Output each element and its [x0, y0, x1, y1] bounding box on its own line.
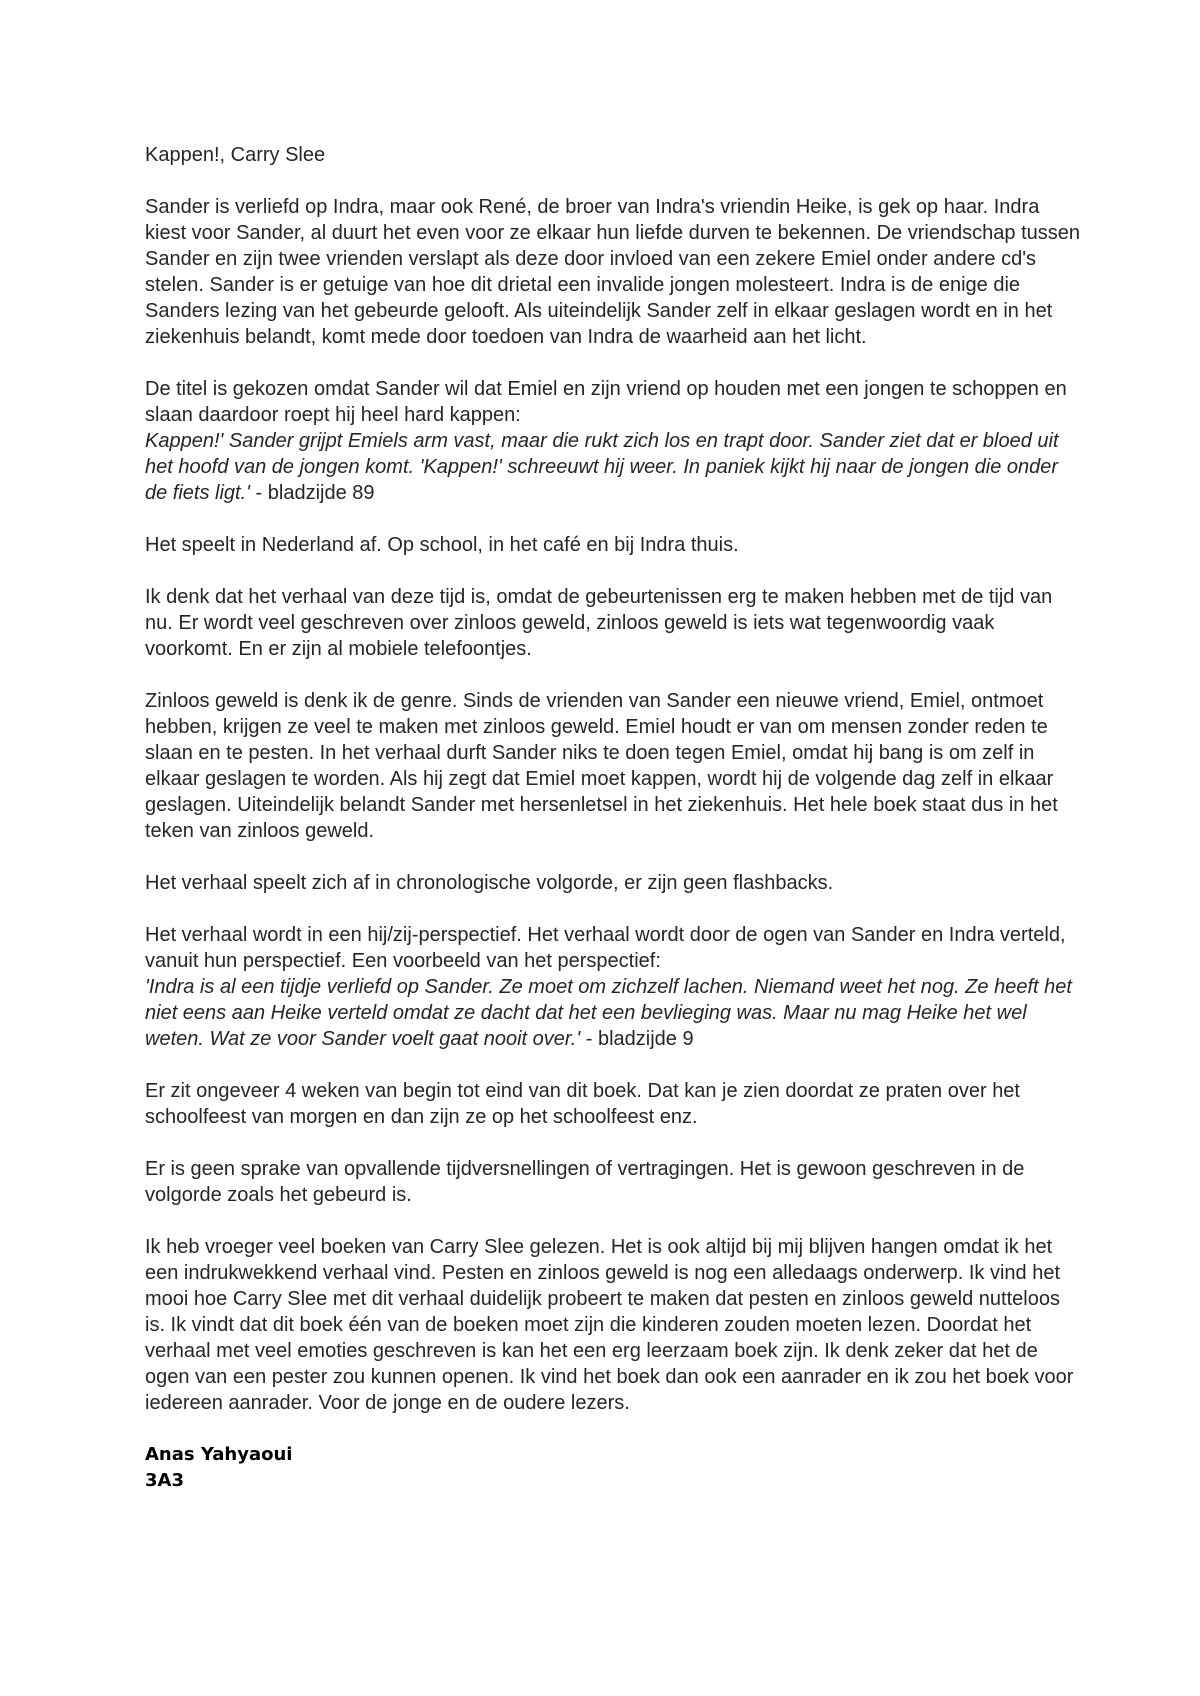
author-name: Anas Yahyaoui: [145, 1444, 293, 1465]
paragraph-chronology: Het verhaal speelt zich af in chronologische volgorde, er zijn geen flashbacks.: [145, 872, 834, 894]
quote-page-9: 'Indra is al een tijdje verliefd op Sander. Ze moet om zichzelf lachen. Niemand weet het nog. Ze heeft het niet eens aan Heike verteld omdat ze dacht dat het een bevlieging was. Maar nu mag Heike het wel weten. Wat ze voor Sander voelt gaat nooit over.': [145, 976, 1072, 1050]
paragraph-opinion: Ik heb vroeger veel boeken van Carry Slee gelezen. Het is ook altijd bij mij blijven hangen omdat ik het een indrukwekkend verhaal vind. Pesten en zinloos geweld is nog een alledaags onderwerp. Ik vind het mooi hoe Carry Slee met dit verhaal duidelijk probeert te maken dat pesten en zinloos geweld nutteloos is. Ik vindt dat dit boek één van de boeken moet zijn die kinderen zouden moeten lezen. Doordat het verhaal met veel emoties geschreven is kan het een erg leerzaam boek zijn. Ik denk zeker dat het de ogen van een pester zou kunnen openen. Ik vind het boek dan ook een aanrader en ik zou het boek voor iedereen aanrader. Voor de jonge en de oudere lezers.: [145, 1236, 1074, 1414]
paragraph-time-period: Ik denk dat het verhaal van deze tijd is, omdat de gebeurtenissen erg te maken hebben met de tijd van nu. Er wordt veel geschreven over zinloos geweld, zinloos geweld is iets wat tegenwoordig vaak voorkomt. En er zijn al mobiele telefoontjes.: [145, 586, 1053, 660]
paragraph-title-explanation-text: De titel is gekozen omdat Sander wil dat Emiel en zijn vriend op houden met een jongen te schoppen en slaan daardoor roept hij heel hard kappen:: [145, 378, 1067, 426]
paragraph-duration: Er zit ongeveer 4 weken van begin tot eind van dit boek. Dat kan je zien doordat ze praten over het schoolfeest van morgen en dan zijn ze op het schoolfeest enz.: [145, 1080, 1020, 1128]
paragraph-setting: Het speelt in Nederland af. Op school, in het café en bij Indra thuis.: [145, 534, 739, 556]
paragraph-summary: Sander is verliefd op Indra, maar ook René, de broer van Indra's vriendin Heike, is gek op haar. Indra kiest voor Sander, al duurt het even voor ze elkaar hun liefde durven te bekennen. De vriendschap tussen Sander en zijn twee vrienden verslapt als deze door invloed van een zekere Emiel onder andere cd's stelen. Sander is er getuige van hoe dit drietal een invalide jongen molesteert. Indra is de enige die Sanders lezing van het gebeurde gelooft. Als uiteindelijk Sander zelf in elkaar geslagen wordt en in het ziekenhuis belandt, komt mede door toedoen van Indra de waarheid aan het licht.: [145, 196, 1081, 348]
document-page: [145, 142, 1085, 1494]
quote-page-89: Kappen!' Sander grijpt Emiels arm vast, maar die rukt zich los en trapt door. Sander ziet dat er bloed uit het hoofd van de jongen komt. 'Kappen!' schreeuwt hij weer. In paniek kijkt hij naar de jongen die onder de fiets ligt.': [145, 430, 1059, 504]
paragraph-tempo: Er is geen sprake van opvallende tijdversnellingen of vertragingen. Het is gewoon geschreven in de volgorde zoals het gebeurd is.: [145, 1158, 1025, 1206]
paragraph-perspective-text: Het verhaal wordt in een hij/zij-perspectief. Het verhaal wordt door de ogen van Sander en Indra verteld, vanuit hun perspectief. Een voorbeeld van het perspectief:: [145, 924, 1066, 972]
paragraph-genre: Zinloos geweld is denk ik de genre. Sinds de vrienden van Sander een nieuwe vriend, Emiel, ontmoet hebben, krijgen ze veel te maken met zinloos geweld. Emiel houdt er van om mensen zonder reden te slaan en te pesten. In het verhaal durft Sander niks te doen tegen Emiel, omdat hij bang is om zelf in elkaar geslagen te worden. Als hij zegt dat Emiel moet kappen, wordt hij de volgende dag zelf in elkaar geslagen. Uiteindelijk belandt Sander met hersenletsel in het ziekenhuis. Het hele boek staat dus in het teken van zinloos geweld.: [145, 690, 1058, 842]
author-class: 3A3: [145, 1470, 184, 1491]
paragraph-title-explanation: [145, 376, 1085, 506]
quote-page-9-reference: - bladzijde 9: [580, 1028, 694, 1050]
paragraph-perspective: [145, 922, 1085, 1052]
quote-page-89-reference: - bladzijde 89: [249, 482, 375, 504]
document-title: Kappen!, Carry Slee: [145, 144, 326, 166]
